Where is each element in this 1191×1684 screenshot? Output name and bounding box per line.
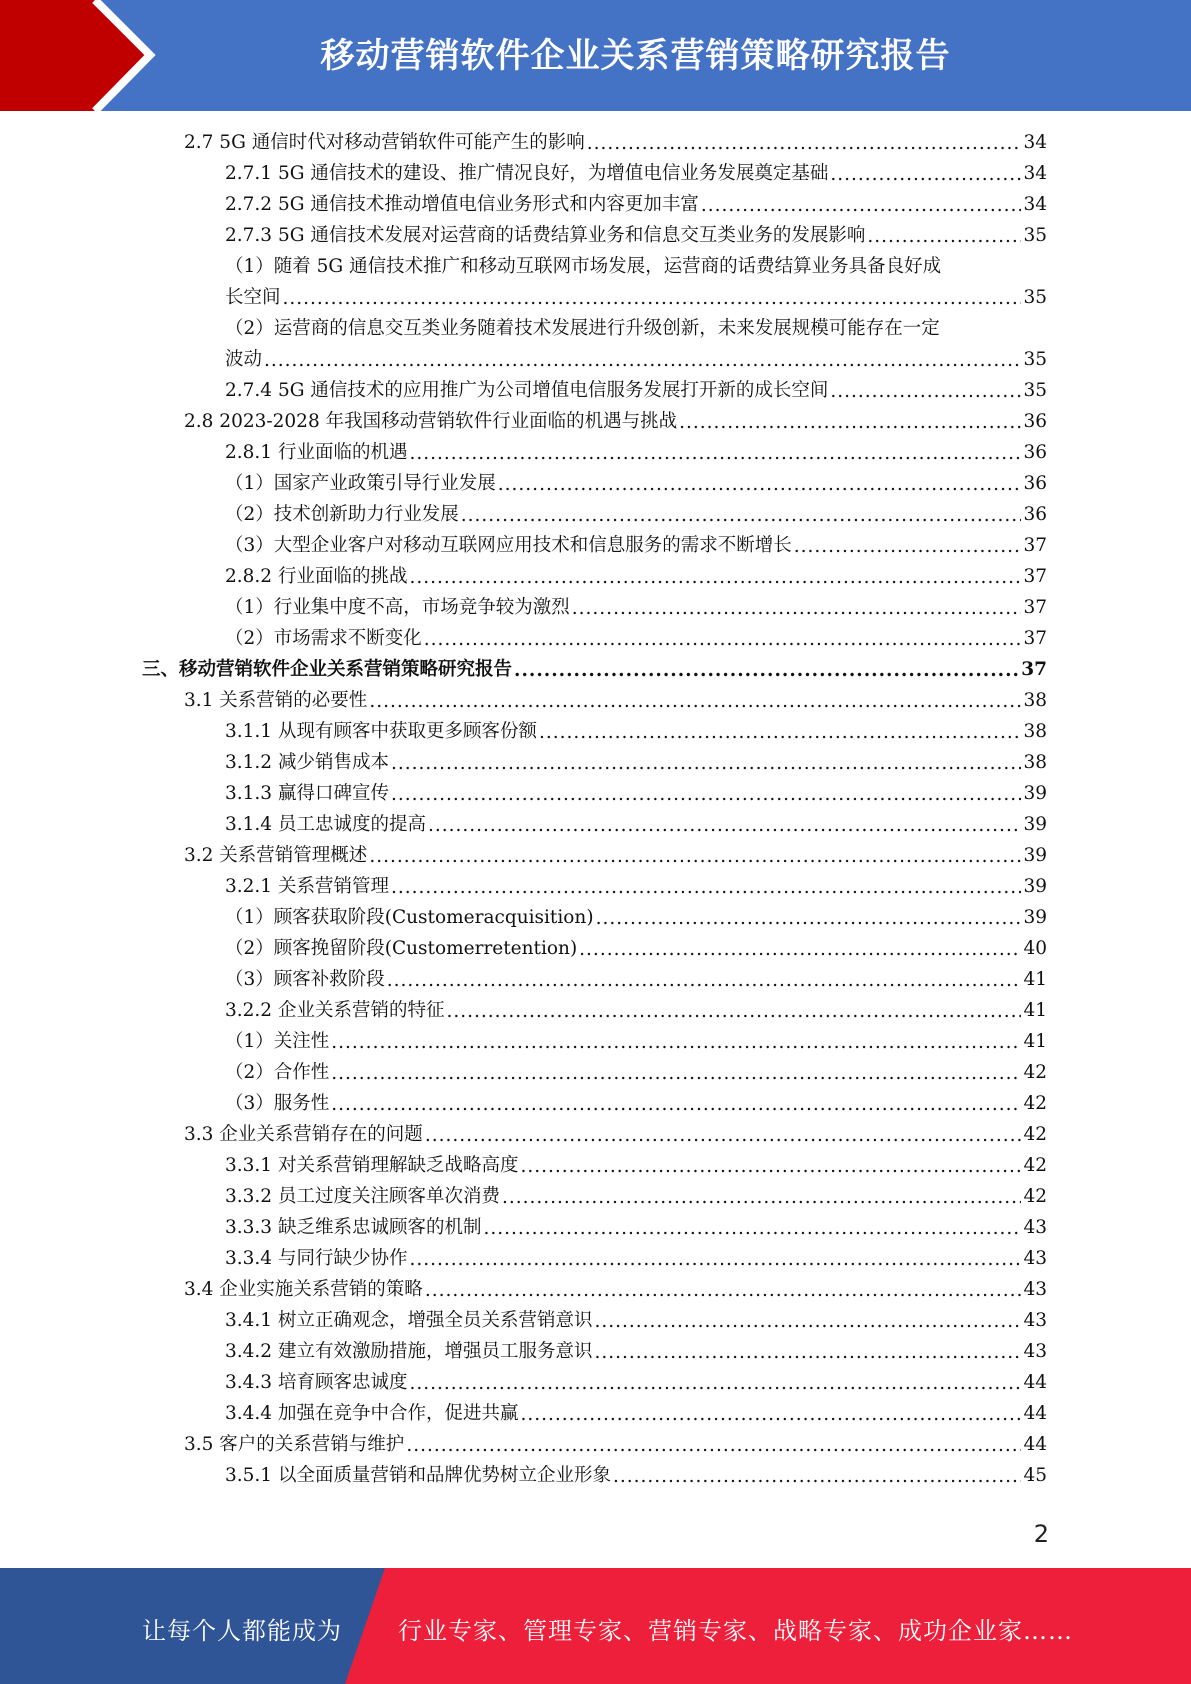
toc-leader-dots bbox=[867, 223, 1021, 251]
toc-entry-text: （2）市场需求不断变化 bbox=[225, 628, 422, 649]
toc-page-number: 42 bbox=[1023, 1155, 1047, 1176]
toc-entry-text: 3.3.1 对关系营销理解缺乏战略高度 bbox=[225, 1155, 519, 1176]
toc-page-number: 36 bbox=[1023, 411, 1047, 432]
toc-entry-text: 3.2 关系营销管理概述 bbox=[184, 845, 368, 866]
toc-entry[interactable] bbox=[0, 902, 1191, 933]
toc-entry-text: 3.5 客户的关系营销与维护 bbox=[184, 1434, 405, 1455]
toc-page-number: 37 bbox=[1023, 566, 1047, 587]
toc-entry-text: 3.1.2 减少销售成本 bbox=[225, 752, 389, 773]
toc-entry[interactable] bbox=[0, 933, 1191, 964]
toc-entry-text: 3.4.3 培育顾客忠诚度 bbox=[225, 1372, 408, 1393]
toc-entry[interactable] bbox=[0, 313, 1191, 375]
toc-page-number: 43 bbox=[1023, 1217, 1047, 1238]
toc-leader-dots bbox=[520, 1153, 1021, 1181]
toc-entry[interactable] bbox=[0, 716, 1191, 747]
toc-entry-text: （1）顾客获取阶段(Customeracquisition) bbox=[225, 907, 594, 928]
toc-page-number: 37 bbox=[1021, 659, 1047, 680]
toc-page-number: 39 bbox=[1023, 907, 1047, 928]
toc-entry[interactable] bbox=[0, 1367, 1191, 1398]
toc-leader-dots bbox=[539, 719, 1021, 747]
footer-slogan-left: 让每个人都能成为 bbox=[142, 1617, 342, 1645]
toc-entry[interactable] bbox=[0, 1088, 1191, 1119]
toc-leader-dots bbox=[446, 998, 1021, 1026]
toc-entry-text: 3.1.4 员工忠诚度的提高 bbox=[225, 814, 426, 835]
toc-entry-text: 3.2.1 关系营销管理 bbox=[225, 876, 389, 897]
toc-entry-text: （2）合作性 bbox=[225, 1062, 330, 1083]
toc-leader-dots bbox=[331, 1060, 1021, 1088]
toc-leader-dots bbox=[425, 1122, 1022, 1150]
toc-page-number: 37 bbox=[1023, 597, 1047, 618]
toc-leader-dots bbox=[331, 1029, 1021, 1057]
toc-entry[interactable] bbox=[0, 1181, 1191, 1212]
toc-entry[interactable] bbox=[0, 127, 1191, 158]
toc-entry-text-continued: 波动 bbox=[225, 349, 263, 370]
toc-entry-text: 3.3.4 与同行缺少协作 bbox=[225, 1248, 408, 1269]
toc-entry-text: 2.7 5G 通信时代对移动营销软件可能产生的影响 bbox=[184, 132, 585, 153]
toc-page-number: 41 bbox=[1023, 969, 1047, 990]
toc-entry[interactable] bbox=[0, 1026, 1191, 1057]
toc-leader-dots bbox=[387, 967, 1022, 995]
toc-entry-text: 2.7.4 5G 通信技术的应用推广为公司增值电信服务发展打开新的成长空间 bbox=[225, 380, 829, 401]
toc-page-number: 42 bbox=[1023, 1093, 1047, 1114]
footer-slogan-right: 行业专家、管理专家、营销专家、战略专家、成功企业家…… bbox=[398, 1617, 1073, 1645]
toc-entry[interactable] bbox=[0, 437, 1191, 468]
toc-entry[interactable] bbox=[0, 220, 1191, 251]
toc-entry[interactable] bbox=[0, 189, 1191, 220]
toc-entry-text: 3.1 关系营销的必要性 bbox=[184, 690, 368, 711]
toc-page-number: 39 bbox=[1023, 814, 1047, 835]
toc-page-number: 42 bbox=[1023, 1124, 1047, 1145]
toc-page-number: 35 bbox=[1023, 380, 1047, 401]
toc-entry[interactable] bbox=[0, 747, 1191, 778]
toc-entry[interactable] bbox=[0, 1305, 1191, 1336]
toc-entry[interactable] bbox=[0, 1243, 1191, 1274]
toc-leader-dots bbox=[461, 502, 1022, 530]
toc-entry[interactable] bbox=[0, 1460, 1191, 1491]
toc-leader-dots bbox=[406, 1432, 1021, 1460]
toc-entry-text: 3.2.2 企业关系营销的特征 bbox=[225, 1000, 445, 1021]
toc-entry-text: （3）顾客补救阶段 bbox=[225, 969, 385, 990]
toc-leader-dots bbox=[830, 161, 1021, 189]
toc-entry[interactable] bbox=[0, 685, 1191, 716]
toc-page-number: 36 bbox=[1023, 473, 1047, 494]
toc-entry-text: （2）运营商的信息交互类业务随着技术发展进行升级创新，未来发展规模可能存在一定 bbox=[225, 318, 940, 339]
page-footer bbox=[0, 1568, 1191, 1684]
toc-entry[interactable] bbox=[0, 840, 1191, 871]
toc-page-number: 34 bbox=[1023, 163, 1047, 184]
toc-leader-dots bbox=[425, 1277, 1022, 1305]
toc-leader-dots bbox=[409, 564, 1021, 592]
toc-entry-text: （1）国家产业政策引导行业发展 bbox=[225, 473, 496, 494]
toc-entry[interactable] bbox=[0, 1274, 1191, 1305]
toc-entry[interactable] bbox=[0, 1429, 1191, 1460]
header-title: 移动营销软件企业关系营销策略研究报告 bbox=[320, 36, 951, 76]
toc-entry-text: （2）顾客挽留阶段(Customerretention) bbox=[225, 938, 578, 959]
toc-page-number: 39 bbox=[1023, 845, 1047, 866]
toc-page-number: 43 bbox=[1023, 1341, 1047, 1362]
toc-leader-dots bbox=[391, 781, 1021, 809]
toc-page-number: 36 bbox=[1023, 504, 1047, 525]
toc-entry[interactable] bbox=[0, 158, 1191, 189]
toc-leader-dots bbox=[391, 750, 1021, 778]
toc-page-number: 43 bbox=[1023, 1279, 1047, 1300]
toc-page-number: 38 bbox=[1023, 721, 1047, 742]
toc-leader-dots bbox=[830, 378, 1021, 406]
toc-entry-text: 3.4.1 树立正确观念，增强全员关系营销意识 bbox=[225, 1310, 593, 1331]
toc-leader-dots bbox=[409, 440, 1021, 468]
toc-leader-dots bbox=[587, 130, 1022, 158]
toc-leader-dots bbox=[498, 471, 1022, 499]
toc-entry[interactable] bbox=[0, 375, 1191, 406]
page-number: 2 bbox=[1033, 1520, 1049, 1548]
toc-entry[interactable] bbox=[0, 530, 1191, 561]
toc-page-number: 41 bbox=[1023, 1031, 1047, 1052]
toc-entry[interactable] bbox=[0, 778, 1191, 809]
toc-leader-dots bbox=[679, 409, 1021, 437]
toc-leader-dots bbox=[331, 1091, 1021, 1119]
toc-page-number: 45 bbox=[1023, 1465, 1047, 1486]
toc-entry[interactable] bbox=[0, 592, 1191, 623]
toc-page-number: 37 bbox=[1023, 628, 1047, 649]
toc-entry-text: 3.4 企业实施关系营销的策略 bbox=[184, 1279, 423, 1300]
toc-leader-dots bbox=[701, 192, 1022, 220]
toc-entry-text: （3）大型企业客户对移动互联网应用技术和信息服务的需求不断增长 bbox=[225, 535, 792, 556]
toc-entry-text: （1）关注性 bbox=[225, 1031, 330, 1052]
toc-page-number: 44 bbox=[1023, 1434, 1047, 1455]
toc-entry-text: 2.7.1 5G 通信技术的建设、推广情况良好，为增值电信业务发展奠定基础 bbox=[225, 163, 829, 184]
toc-entry[interactable] bbox=[0, 251, 1191, 313]
page-header bbox=[0, 0, 1191, 111]
toc-entry[interactable] bbox=[0, 1212, 1191, 1243]
toc-page-number: 44 bbox=[1023, 1372, 1047, 1393]
toc-page-number: 35 bbox=[1023, 349, 1047, 370]
toc-entry-text: （3）服务性 bbox=[225, 1093, 330, 1114]
toc-entry[interactable] bbox=[0, 1336, 1191, 1367]
toc-entry-text: 3.4.4 加强在竞争中合作，促进共赢 bbox=[225, 1403, 519, 1424]
toc-entry-text: 2.7.2 5G 通信技术推动增值电信业务形式和内容更加丰富 bbox=[225, 194, 699, 215]
toc-entry-text: 2.8.2 行业面临的挑战 bbox=[225, 566, 408, 587]
toc-leader-dots bbox=[391, 874, 1021, 902]
toc-entry-text: 3.3 企业关系营销存在的问题 bbox=[184, 1124, 423, 1145]
toc-leader-dots bbox=[483, 1215, 1021, 1243]
toc-page-number: 41 bbox=[1023, 1000, 1047, 1021]
toc-page-number: 38 bbox=[1023, 690, 1047, 711]
toc-entry[interactable] bbox=[0, 1057, 1191, 1088]
toc-page-number: 40 bbox=[1023, 938, 1047, 959]
toc-page-number: 39 bbox=[1023, 876, 1047, 897]
toc-leader-dots bbox=[409, 1370, 1021, 1398]
toc-entry-text: 2.8 2023-2028 年我国移动营销软件行业面临的机遇与挑战 bbox=[184, 411, 678, 432]
toc-entry[interactable] bbox=[0, 1398, 1191, 1429]
toc-page-number: 42 bbox=[1023, 1186, 1047, 1207]
toc-entry-text: 3.3.2 员工过度关注顾客单次消费 bbox=[225, 1186, 500, 1207]
toc-leader-dots bbox=[369, 688, 1021, 716]
toc-page-number: 39 bbox=[1023, 783, 1047, 804]
toc-page-number: 35 bbox=[1023, 287, 1047, 308]
toc-entry-text: 3.3.3 缺乏维系忠诚顾客的机制 bbox=[225, 1217, 482, 1238]
toc-page-number: 42 bbox=[1023, 1062, 1047, 1083]
toc-entry[interactable] bbox=[0, 623, 1191, 654]
toc-entry[interactable] bbox=[0, 561, 1191, 592]
toc-entry-text: 2.8.1 行业面临的机遇 bbox=[225, 442, 408, 463]
toc-entry-text: 3.5.1 以全面质量营销和品牌优势树立企业形象 bbox=[225, 1465, 611, 1486]
toc-page-number: 34 bbox=[1023, 194, 1047, 215]
toc-leader-dots bbox=[579, 936, 1021, 964]
toc-entry[interactable] bbox=[0, 1150, 1191, 1181]
toc-leader-dots bbox=[369, 843, 1021, 871]
toc-leader-dots bbox=[594, 1339, 1021, 1367]
toc-leader-dots bbox=[409, 1246, 1021, 1274]
toc-leader-dots bbox=[572, 595, 1022, 623]
toc-entry[interactable] bbox=[0, 809, 1191, 840]
toc-page-number: 43 bbox=[1023, 1310, 1047, 1331]
toc-entry[interactable] bbox=[0, 871, 1191, 902]
toc-page-number: 44 bbox=[1023, 1403, 1047, 1424]
toc-entry-text-continued: 长空间 bbox=[225, 287, 281, 308]
toc-entry-text: 3.1.1 从现有顾客中获取更多顾客份额 bbox=[225, 721, 537, 742]
toc-entry[interactable] bbox=[0, 468, 1191, 499]
table-of-contents bbox=[0, 127, 1191, 1491]
toc-leader-dots bbox=[514, 657, 1019, 685]
toc-page-number: 36 bbox=[1023, 442, 1047, 463]
toc-leader-dots bbox=[264, 347, 1021, 375]
toc-leader-dots bbox=[794, 533, 1022, 561]
toc-page-number: 34 bbox=[1023, 132, 1047, 153]
toc-page-number: 43 bbox=[1023, 1248, 1047, 1269]
toc-page-number: 37 bbox=[1023, 535, 1047, 556]
toc-entry-text: （1）随着 5G 通信技术推广和移动互联网市场发展，运营商的话费结算业务具备良好成 bbox=[225, 256, 942, 277]
toc-entry-text: （1）行业集中度不高，市场竞争较为激烈 bbox=[225, 597, 570, 618]
toc-entry[interactable] bbox=[0, 964, 1191, 995]
toc-entry-text: 三、移动营销软件企业关系营销策略研究报告 bbox=[142, 659, 513, 680]
toc-page-number: 38 bbox=[1023, 752, 1047, 773]
toc-leader-dots bbox=[283, 285, 1022, 313]
toc-leader-dots bbox=[502, 1184, 1021, 1212]
toc-leader-dots bbox=[520, 1401, 1021, 1429]
toc-entry[interactable] bbox=[0, 1119, 1191, 1150]
toc-page-number: 35 bbox=[1023, 225, 1047, 246]
toc-leader-dots bbox=[428, 812, 1021, 840]
toc-leader-dots bbox=[596, 905, 1022, 933]
toc-entry-text: 3.4.2 建立有效激励措施，增强员工服务意识 bbox=[225, 1341, 593, 1362]
toc-leader-dots bbox=[613, 1463, 1021, 1491]
toc-entry-text: 2.7.3 5G 通信技术发展对运营商的话费结算业务和信息交互类业务的发展影响 bbox=[225, 225, 866, 246]
toc-entry[interactable] bbox=[0, 995, 1191, 1026]
toc-entry-text: （2）技术创新助力行业发展 bbox=[225, 504, 459, 525]
toc-entry[interactable] bbox=[0, 654, 1191, 685]
toc-leader-dots bbox=[424, 626, 1022, 654]
toc-leader-dots bbox=[594, 1308, 1021, 1336]
toc-entry[interactable] bbox=[0, 406, 1191, 437]
toc-entry[interactable] bbox=[0, 499, 1191, 530]
toc-entry-text: 3.1.3 赢得口碑宣传 bbox=[225, 783, 389, 804]
